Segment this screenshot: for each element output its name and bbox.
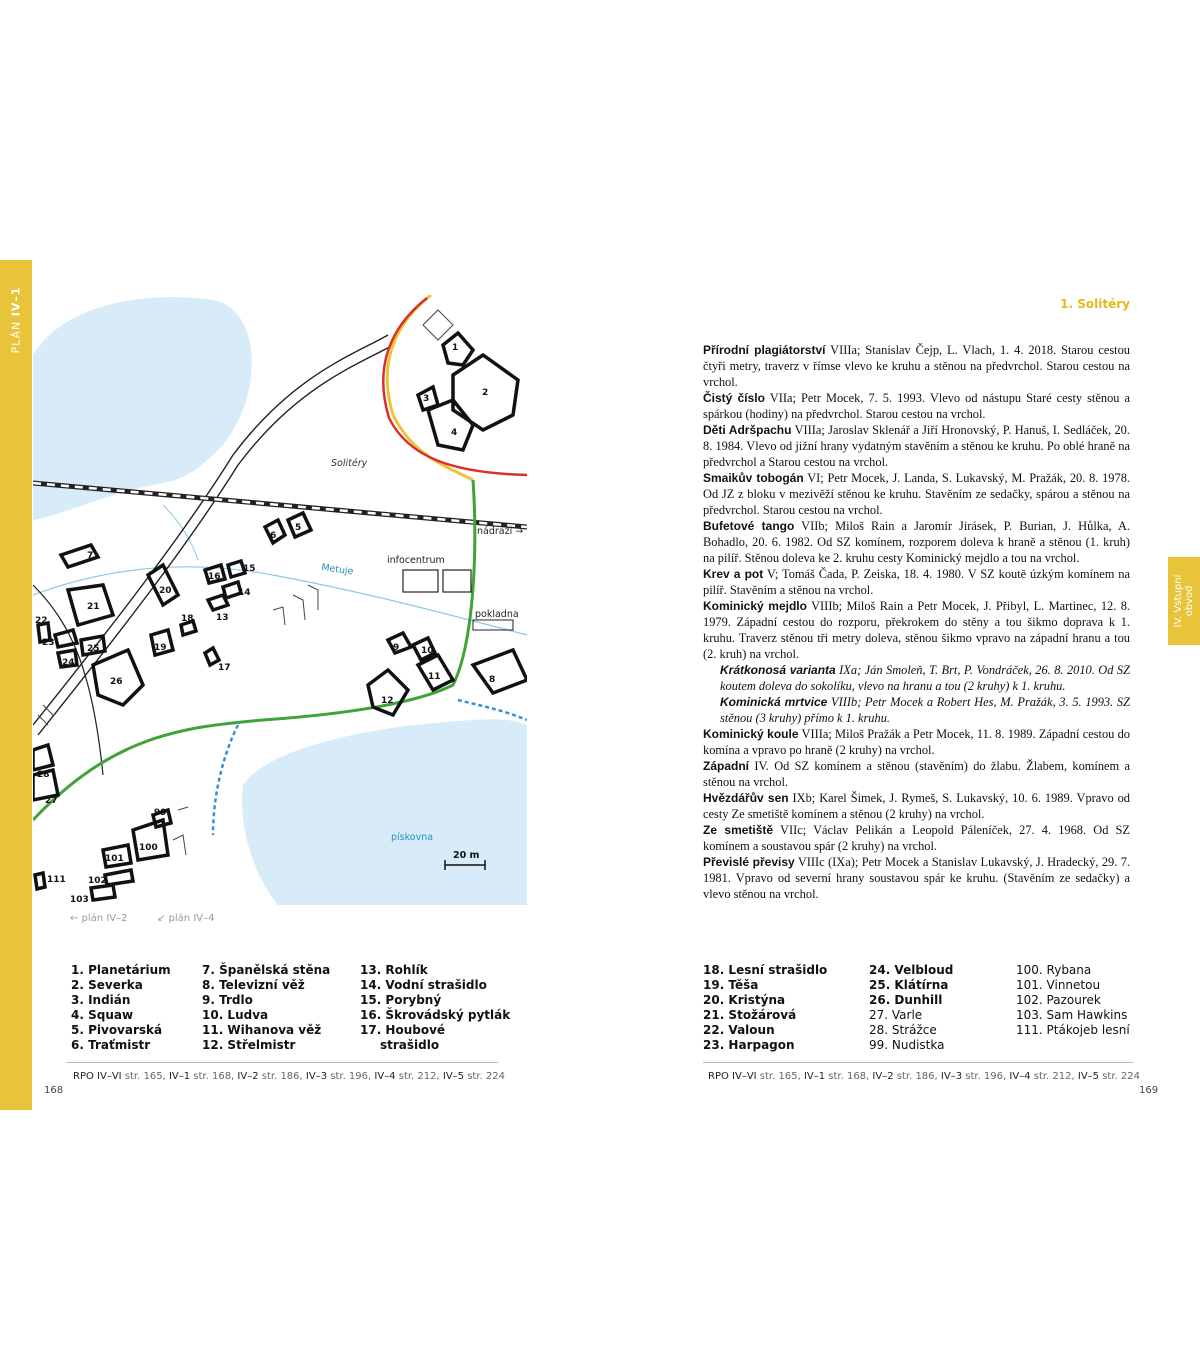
- route-name: Smaikův tobogán: [703, 471, 804, 485]
- legend-item: 18. Lesní strašidlo: [703, 963, 828, 977]
- svg-text:4: 4: [451, 428, 458, 438]
- route-entry: [703, 790, 1130, 822]
- path-blue: [213, 725, 238, 835]
- route-description: VIIIa; Miloš Pražák a Petr Mocek, 11. 8. 1989. Západní cestou do komína a vpravo po hraně (2 kruhy) na vrchol.: [703, 727, 1130, 757]
- book-spread: [0, 260, 1200, 1110]
- rock-20: [148, 565, 178, 605]
- chapter-tab-left: [0, 260, 32, 1110]
- svg-text:3: 3: [423, 394, 430, 404]
- route-name: Převislé převisy: [703, 855, 795, 869]
- route-entry: [703, 854, 1130, 902]
- route-name: Kominická mrtvice: [720, 695, 828, 709]
- legend-item: 5. Pivovarská: [71, 1023, 163, 1037]
- svg-text:5: 5: [295, 523, 302, 533]
- route-name: Kominický koule: [703, 727, 799, 741]
- page-number-left: 168: [44, 1085, 64, 1096]
- legend-item: 13. Rohlík: [360, 963, 428, 977]
- label-pokladna: pokladna: [475, 609, 519, 620]
- route-entry: [703, 758, 1130, 790]
- link-plan-iv-2[interactable]: ← plán IV–2: [70, 913, 128, 924]
- legend-item: 100. Rybana: [1016, 963, 1092, 977]
- svg-text:6: 6: [270, 531, 277, 541]
- rock-9: [388, 633, 411, 653]
- chapter-tab-label: IV. Vstupní obvod: [1173, 574, 1195, 628]
- route-name: Západní: [703, 759, 750, 773]
- route-description: V; Tomáš Čada, P. Zeiska, 18. 4. 1980. V SZ koutě úzkým komínem na pilíř. Stavěním a stěnou na vrchol.: [703, 567, 1130, 597]
- route-description: VIIa; Petr Mocek, 7. 5. 1993. Vlevo od nástupu Staré cesty stěnou a spárkou (hodiny) na předvrchol. Starou cestou na vrchol.: [703, 391, 1130, 421]
- footer-rule-left: [66, 1062, 498, 1063]
- svg-text:20: 20: [159, 586, 172, 596]
- route-entry: [703, 518, 1130, 566]
- legend-item: 6. Traťmistr: [71, 1038, 151, 1052]
- legend-item: 101. Vinnetou: [1016, 978, 1101, 992]
- legend-item: 25. Klátírna: [869, 978, 949, 992]
- legend-item: 28. Strážce: [869, 1023, 937, 1037]
- route-description: IXb; Karel Šimek, J. Rymeš, S. Lukavský, 10. 6. 1989. Vpravo od cesty Ze smetiště komínem a stěnou (2 kruhy) na vrchol.: [703, 791, 1131, 821]
- rock-103: [91, 885, 115, 900]
- route-name: Hvězdářův sen: [703, 791, 789, 805]
- legend-item: 4. Squaw: [71, 1008, 134, 1022]
- rock-28: [33, 745, 53, 770]
- link-plan-iv-4[interactable]: ↙ plán IV–4: [157, 913, 215, 924]
- route-entry: [703, 822, 1130, 854]
- svg-text:26: 26: [110, 677, 123, 687]
- area-map: [33, 295, 527, 905]
- route-description: VI; Petr Mocek, J. Landa, S. Lukavský, M. Pražák, 20. 8. 1978. Od JZ z bloku v mezivěží stěnou ke kruhu. Stavěním ze sedačky, spárou a stěnou na předvrchol. Starou cestou na vrchol.: [703, 471, 1130, 517]
- route-description: VIIb; Miloš Rain a Jaromír Jirásek, P. Burian, J. Hůlka, A. Bohadlo, 20. 6. 1982. Od SZ komínem, rozporem doleva k hraně a stěnou (1. kruh) na pilíř. Stěnou doleva ke 2. kruhu cesty Kominický mejdlo a tou na vrchol.: [703, 519, 1130, 565]
- legend-item: 19. Těša: [703, 978, 759, 992]
- footer-refs-left: RPO IV–VI str. 165, IV–1 str. 168, IV–2 str. 186, IV–3 str. 196, IV–4 str. 212, IV–5 str. 224: [73, 1071, 505, 1082]
- svg-text:8: 8: [489, 675, 496, 685]
- route-description: VIIIa; Jaroslav Sklenář a Jiří Hronovský, P. Hanuš, I. Sedláček, 20. 8. 1984. Vlevo od jižní hrany vydatným stavěním a stěnou ke kruhu. Po oblé hraně na předvrchol a Starou cestou na vrchol.: [703, 423, 1130, 469]
- route-description: VIIIc (IXa); Petr Mocek a Stanislav Lukavský, J. Hradecký, 29. 7. 1981. Vpravo od severní hrany soustavou spár ke kruhu. (Stavěním ze sedačky) a vlevo stěnou na vrchol.: [703, 855, 1130, 901]
- label-nadrazi: nádraží →: [477, 526, 524, 537]
- legend-item: 26. Dunhill: [869, 993, 943, 1007]
- route-name: Bufetové tango: [703, 519, 795, 533]
- route-entry: [703, 598, 1130, 662]
- svg-text:17: 17: [218, 663, 231, 673]
- legend-item: 3. Indián: [71, 993, 131, 1007]
- route-entry: [703, 726, 1130, 758]
- rock-102: [105, 870, 133, 885]
- route-name: Krev a pot: [703, 567, 764, 581]
- chapter-tab-right: [1168, 557, 1200, 645]
- label-piskovna: pískovna: [391, 832, 434, 843]
- plan-label: PLÁN IV–1: [9, 286, 23, 354]
- route-entry: [703, 422, 1130, 470]
- route-entry: [703, 342, 1130, 390]
- legend-item: 27. Varle: [869, 1008, 923, 1022]
- rock-17: [205, 648, 219, 665]
- route-name: Přírodní plagiátorství: [703, 343, 826, 357]
- section-title: 1. Solitéry: [1060, 297, 1130, 311]
- legend-left-col2: [202, 963, 330, 1053]
- svg-text:2: 2: [482, 388, 489, 398]
- route-name: Kominický mejdlo: [703, 599, 807, 613]
- svg-text:23: 23: [42, 638, 55, 648]
- rock-4: [428, 400, 473, 450]
- legend-item: strašidlo: [380, 1038, 440, 1052]
- svg-text:27: 27: [45, 796, 58, 806]
- legend-item: 22. Valoun: [703, 1023, 775, 1037]
- legend-item: 15. Porybný: [360, 993, 442, 1007]
- label-scale: 20 m: [453, 850, 480, 861]
- legend-right-col2: [869, 963, 953, 1053]
- label-solitery: Solitéry: [331, 458, 368, 469]
- rock-100: [133, 820, 168, 860]
- route-description: VIIc; Václav Pelikán a Leopold Páleníček, 27. 4. 1968. Od SZ komínem a soustavou spár (2 kruhy) na vrchol.: [703, 823, 1131, 853]
- svg-text:103: 103: [70, 895, 89, 905]
- rock-23: [55, 630, 77, 647]
- route-description: VIIIb; Miloš Rain a Petr Mocek, J. Přibyl, L. Martinec, 12. 8. 1979. Západní cestou do rozporu, překrokem do stěny a tou šikmo doprava k 1. kruhu. Traverz stěnou tři metry doleva, stěnou šikmo vpravo na západní hranu a tou (2. kruh) na vrchol.: [703, 599, 1130, 661]
- legend-item: 17. Houbové: [360, 1023, 446, 1037]
- infocentrum-building: [403, 570, 438, 592]
- legend-item: 21. Stožárová: [703, 1008, 797, 1022]
- svg-text:21: 21: [87, 602, 100, 612]
- legend-item: 8. Televizní věž: [202, 978, 305, 992]
- route-entry: [703, 470, 1130, 518]
- legend-right-col3: [1016, 963, 1130, 1038]
- svg-text:25: 25: [87, 644, 100, 654]
- svg-text:111: 111: [47, 875, 66, 885]
- svg-text:18: 18: [181, 614, 194, 624]
- svg-text:102: 102: [88, 876, 107, 886]
- legend-item: 99. Nudistka: [869, 1038, 945, 1052]
- footer-refs-right: RPO IV–VI str. 165, IV–1 str. 168, IV–2 str. 186, IV–3 str. 196, IV–4 str. 212, IV–5 str. 224: [708, 1071, 1140, 1082]
- svg-text:100: 100: [139, 843, 158, 853]
- svg-text:12: 12: [381, 696, 394, 706]
- svg-text:11: 11: [428, 672, 441, 682]
- svg-text:19: 19: [154, 643, 167, 653]
- svg-text:28: 28: [37, 770, 50, 780]
- legend-item: 102. Pazourek: [1016, 993, 1101, 1007]
- legend-item: 12. Střelmistr: [202, 1038, 296, 1052]
- svg-text:9: 9: [393, 643, 400, 653]
- legend-left-col1: [71, 963, 171, 1053]
- legend-item: 7. Španělská stěna: [202, 963, 331, 977]
- legend-item: 23. Harpagon: [703, 1038, 795, 1052]
- legend-item: 111. Ptákojeb lesní: [1016, 1023, 1130, 1037]
- svg-text:14: 14: [238, 588, 251, 598]
- legend-item: 16. Škrovádský pytlák: [360, 1008, 511, 1022]
- svg-text:13: 13: [216, 613, 229, 623]
- rock-111: [35, 873, 45, 889]
- legend-left-col3: [360, 963, 510, 1053]
- svg-text:1: 1: [452, 343, 459, 353]
- legend-item: 24. Velbloud: [869, 963, 954, 977]
- svg-text:7: 7: [87, 551, 94, 561]
- legend-item: 1. Planetárium: [71, 963, 171, 977]
- svg-text:15: 15: [243, 564, 256, 574]
- legend-item: 10. Ludva: [202, 1008, 269, 1022]
- label-infocentrum: infocentrum: [387, 555, 445, 566]
- pokladna-building: [473, 620, 513, 630]
- legend-item: 14. Vodní strašidlo: [360, 978, 487, 992]
- svg-text:24: 24: [62, 658, 75, 668]
- svg-text:101: 101: [105, 854, 124, 864]
- route-variant: [703, 662, 1130, 694]
- footer-rule-right: [703, 1062, 1133, 1063]
- svg-text:22: 22: [35, 616, 48, 626]
- legend-item: 103. Sam Hawkins: [1016, 1008, 1128, 1022]
- route-list: [703, 342, 1130, 902]
- route-name: Čistý číslo: [703, 391, 765, 405]
- route-name: Děti Adršpachu: [703, 423, 792, 437]
- route-variant: [703, 694, 1130, 726]
- route-description: IV. Od SZ komínem a stěnou (stavěním) do žlabu. Žlabem, komínem a stěnou na vrchol.: [703, 759, 1130, 789]
- route-entry: [703, 566, 1130, 598]
- svg-text:99: 99: [154, 808, 167, 818]
- route-description: IXa; Ján Smoleň, T. Brt, P. Vondráček, 26. 8. 2010. Od SZ koutem doleva do sokolíku, vlevo na hranu a tou (2 kruhy) k 1. kruhu.: [720, 663, 1130, 693]
- legend-right-col1: [703, 963, 827, 1053]
- legend-item: 20. Kristýna: [703, 993, 786, 1007]
- route-name: Ze smetiště: [703, 823, 774, 837]
- label-metuje: Metuje: [320, 562, 355, 578]
- legend-item: 9. Trdlo: [202, 993, 253, 1007]
- route-description: VIIIa; Stanislav Čejp, L. Vlach, 1. 4. 2018. Starou cestou čtyři metry, traverz v římse vlevo ke kruhu a stěnou na předvrchol. Starou cestou na vrchol.: [703, 343, 1130, 389]
- route-entry: [703, 390, 1130, 422]
- page-number-right: 169: [1139, 1085, 1159, 1096]
- route-name: Krátkonosá varianta: [720, 663, 836, 677]
- route-description: VIIIb; Petr Mocek a Robert Hes, M. Pražák, 3. 5. 1993. SZ stěnou (3 kruhy) přímo k 1. kruhu.: [720, 695, 1131, 725]
- map-svg: [33, 295, 527, 905]
- svg-text:16: 16: [208, 572, 221, 582]
- lake-pond: [242, 719, 527, 905]
- rock-12: [368, 670, 408, 715]
- legend-item: 2. Severka: [71, 978, 143, 992]
- legend-item: 11. Wihanova věž: [202, 1023, 322, 1037]
- svg-text:10: 10: [421, 646, 434, 656]
- rock-8: [473, 650, 527, 693]
